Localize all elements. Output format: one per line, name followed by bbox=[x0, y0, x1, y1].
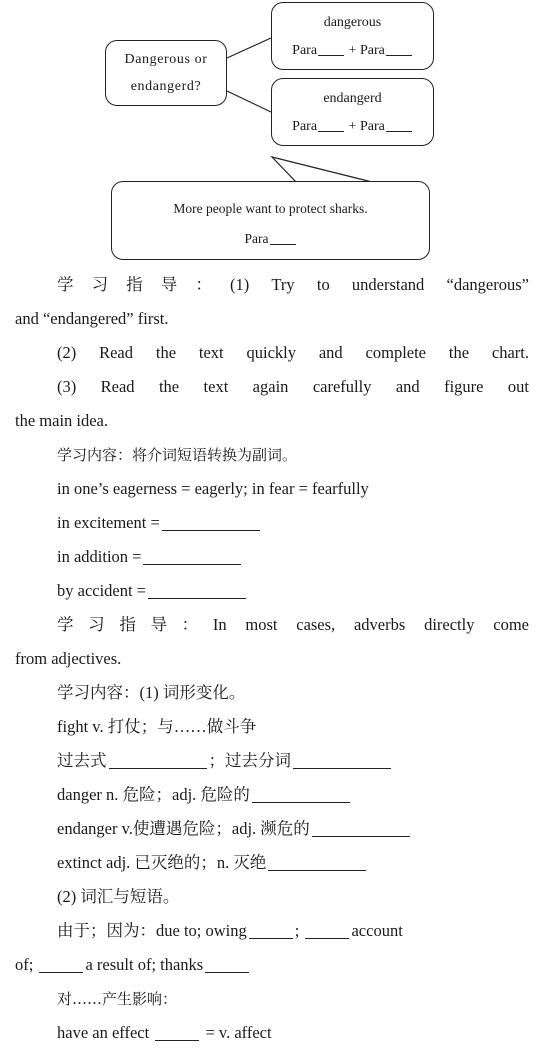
answer-blank[interactable] bbox=[305, 922, 349, 939]
phrase-effect bbox=[0, 1016, 544, 1050]
phrase-label: = v. affect bbox=[205, 1023, 272, 1042]
answer-blank[interactable] bbox=[162, 514, 260, 531]
para-label: Para bbox=[292, 43, 318, 58]
para-blank-2[interactable] bbox=[386, 41, 412, 56]
connector-top bbox=[227, 38, 271, 58]
worksheet-body bbox=[0, 268, 544, 1050]
dangerous-para-line bbox=[272, 37, 433, 65]
guide-adverbs-1: 学习指导：In most cases, adverbs directly come bbox=[57, 615, 529, 634]
word-extinct bbox=[0, 846, 544, 880]
guide-adverbs-2: from adjectives. bbox=[15, 649, 122, 668]
center-box bbox=[105, 40, 227, 106]
content-heading-phrases: (2) 词汇与短语。 bbox=[57, 887, 180, 906]
endangered-title: endangerd bbox=[323, 91, 382, 106]
exercise-accident bbox=[0, 574, 544, 608]
para-blank-4[interactable] bbox=[386, 117, 412, 132]
example-line: in one’s eagerness = eagerly; in fear = fearfully bbox=[57, 479, 369, 498]
word-label: danger n. 危险；adj. 危险的 bbox=[57, 785, 250, 804]
para-blank-1[interactable] bbox=[318, 41, 344, 56]
connector-bottom bbox=[227, 91, 271, 112]
dangerous-title: dangerous bbox=[323, 15, 382, 30]
word-label: extinct adj. 已灭绝的；n. 灭绝 bbox=[57, 853, 267, 872]
center-line-2: endangerd? bbox=[130, 79, 202, 94]
guide-line-4: (3) Read the text again carefully and figure out bbox=[57, 377, 529, 396]
content-heading-adverbs: 学习内容：将介词短语转换为副词。 bbox=[57, 446, 298, 464]
content-heading-forms: 学习内容：(1) 词形变化。 bbox=[57, 683, 246, 702]
word-endanger bbox=[0, 812, 544, 846]
para-label: Para bbox=[244, 231, 269, 246]
separator: ; bbox=[294, 921, 300, 940]
answer-blank[interactable] bbox=[293, 752, 391, 769]
answer-blank[interactable] bbox=[109, 752, 207, 769]
para-plus-label: + Para bbox=[348, 43, 385, 58]
callout-para-line bbox=[112, 224, 429, 254]
answer-blank[interactable] bbox=[249, 922, 293, 939]
callout-pointer bbox=[272, 157, 380, 184]
guide-line-1: 学习指导：(1) Try to understand “dangerous” bbox=[57, 275, 529, 294]
phrase-because-2 bbox=[0, 948, 544, 982]
word-fight: fight v. 打仗；与……做斗争 bbox=[57, 717, 257, 736]
answer-blank[interactable] bbox=[39, 956, 83, 973]
endangered-para-line bbox=[272, 113, 433, 141]
exercise-label: by accident = bbox=[57, 581, 147, 600]
para-label: Para bbox=[292, 119, 318, 134]
phrase-because-1 bbox=[0, 914, 544, 948]
phrase-label: account bbox=[351, 921, 403, 940]
para-blank-3[interactable] bbox=[318, 117, 344, 132]
exercise-excitement bbox=[0, 506, 544, 540]
answer-blank[interactable] bbox=[143, 548, 241, 565]
guide-line-2: and “endangered” first. bbox=[15, 309, 169, 328]
guide-line-3: (2) Read the text quickly and complete the chart. bbox=[57, 343, 529, 362]
callout-text: More people want to protect sharks. bbox=[173, 201, 368, 216]
answer-blank[interactable] bbox=[148, 582, 246, 599]
callout-box bbox=[111, 181, 430, 260]
phrase-label: a result of; thanks bbox=[85, 955, 204, 974]
guide-line-5: the main idea. bbox=[15, 411, 109, 430]
para-plus-label: + Para bbox=[348, 119, 385, 134]
answer-blank[interactable] bbox=[252, 786, 350, 803]
word-label: endanger v.使遭遇危险；adj. 濒危的 bbox=[57, 819, 310, 838]
answer-blank[interactable] bbox=[312, 820, 410, 837]
phrase-label: 由于；因为：due to; owing bbox=[57, 921, 247, 940]
phrase-label: have an effect bbox=[57, 1023, 150, 1042]
answer-blank[interactable] bbox=[155, 1024, 199, 1041]
phrase-effect-heading: 对……产生影响： bbox=[57, 990, 178, 1008]
dangerous-box bbox=[271, 2, 434, 70]
phrase-label: of; bbox=[15, 955, 34, 974]
past-participle-label: ；过去分词 bbox=[208, 751, 291, 770]
answer-blank[interactable] bbox=[268, 854, 366, 871]
para-blank-5[interactable] bbox=[270, 230, 296, 245]
fight-forms bbox=[0, 744, 544, 778]
word-danger bbox=[0, 778, 544, 812]
exercise-label: in excitement = bbox=[57, 513, 160, 532]
past-tense-label: 过去式 bbox=[57, 751, 107, 770]
center-line-1: Dangerous or bbox=[124, 52, 208, 67]
exercise-addition bbox=[0, 540, 544, 574]
answer-blank[interactable] bbox=[205, 956, 249, 973]
exercise-label: in addition = bbox=[57, 547, 142, 566]
endangered-box bbox=[271, 78, 434, 146]
